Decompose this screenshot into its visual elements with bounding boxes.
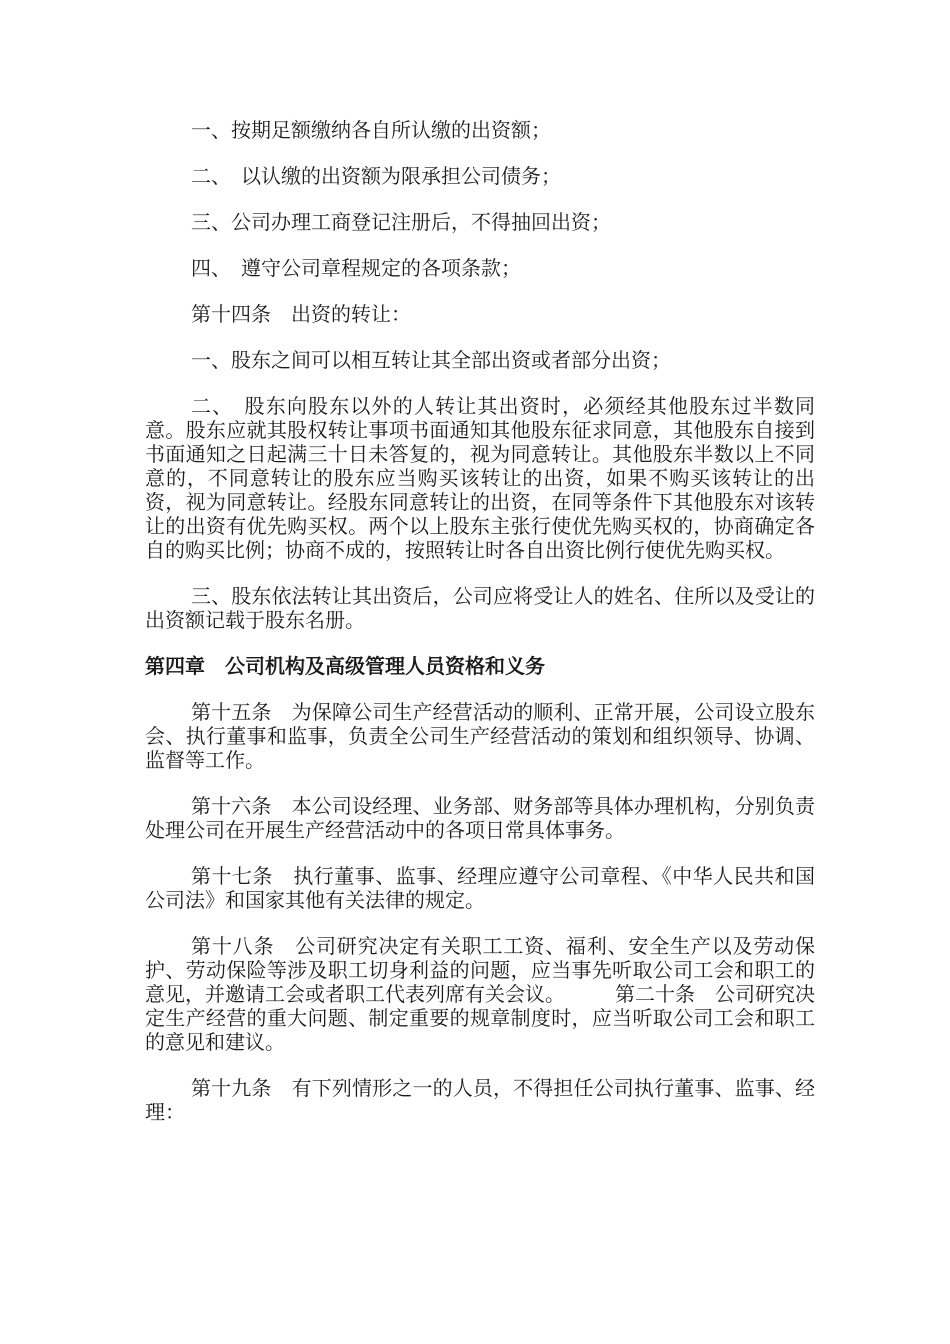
transfer-clause-1: 一、股东之间可以相互转让其全部出资或者部分出资； xyxy=(191,348,671,372)
document-page xyxy=(145,118,815,1146)
article-16: 第十六条 本公司设经理、业务部、财务部等具体办理机构，分别负责处理公司在开展生产经营活动中的各项日常具体事务。 xyxy=(145,794,815,842)
transfer-clause-2: 二、 股东向股东以外的人转让其出资时，必须经其他股东过半数同意。股东应就其股权转让事项书面通知其他股东征求同意，其他股东自接到书面通知之日起满三十日未答复的，视为同意转让。其他股东半数以上不同意的，不同意转让的股东应当购买该转让的出资，如果不购买该转让的出资，视为同意转让。经股东同意转让的出资，在同等条件下其他股东对该转让的出资有优先购买权。两个以上股东主张行使优先购买权的，协商确定各自的购买比例；协商不成的，按照转让时各自出资比例行使优先购买权。 xyxy=(145,394,815,562)
obligation-3: 三、公司办理工商登记注册后，不得抽回出资； xyxy=(191,210,611,234)
obligation-4: 四、 遵守公司章程规定的各项条款； xyxy=(191,256,521,280)
article-15: 第十五条 为保障公司生产经营活动的顺利、正常开展，公司设立股东会、执行董事和监事，负责全公司生产经营活动的策划和组织领导、协调、监督等工作。 xyxy=(145,700,815,772)
transfer-clause-3: 三、股东依法转让其出资后，公司应将受让人的姓名、住所以及受让的出资额记载于股东名册。 xyxy=(145,584,815,632)
article-17: 第十七条 执行董事、监事、经理应遵守公司章程、《中华人民共和国公司法》和国家其他有关法律的规定。 xyxy=(145,864,815,912)
article-19: 第十九条 有下列情形之一的人员，不得担任公司执行董事、监事、经理： xyxy=(145,1076,815,1124)
obligation-1: 一、按期足额缴纳各自所认缴的出资额； xyxy=(191,118,551,142)
article-14-title: 第十四条 出资的转让： xyxy=(191,302,411,326)
chapter-heading: 第四章 公司机构及高级管理人员资格和义务 xyxy=(145,654,545,678)
article-18: 第十八条 公司研究决定有关职工工资、福利、安全生产以及劳动保护、劳动保险等涉及职工切身利益的问题，应当事先听取公司工会和职工的意见，并邀请工会或者职工代表列席有关会议。 第二十条 公司研究决定生产经营的重大问题、制定重要的规章制度时，应当听取公司工会和职工的意见和建议。 xyxy=(145,934,815,1054)
obligation-2: 二、 以认缴的出资额为限承担公司债务； xyxy=(191,164,561,188)
